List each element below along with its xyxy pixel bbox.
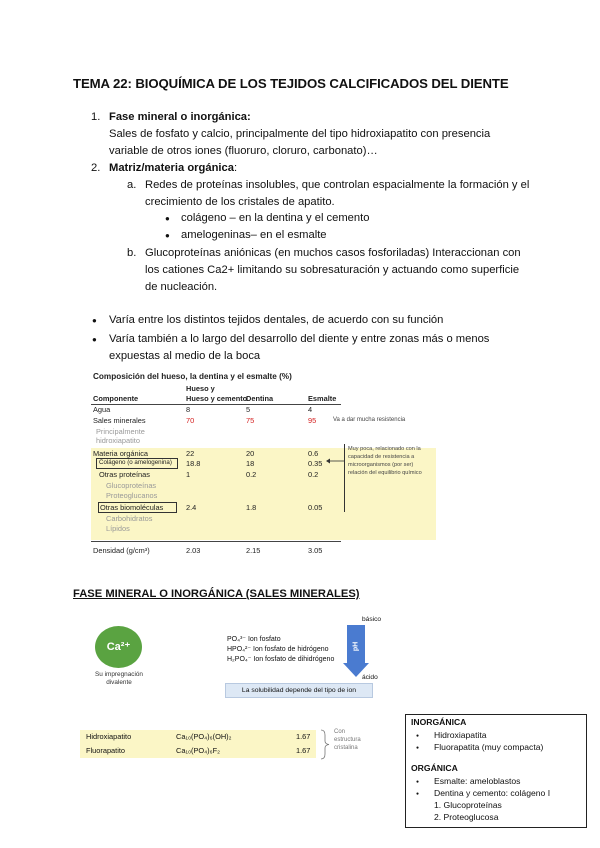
bullet-dot: ● xyxy=(92,335,97,344)
bullet-2-line2: expuestas al medio de la boca xyxy=(109,350,261,362)
ph-label: pH xyxy=(352,641,360,652)
inorganic-item-1: Hidroxiapatita xyxy=(434,730,487,740)
carbohidratos: Carbohidratos xyxy=(106,514,153,523)
row-densidad-esmalte: 3.05 xyxy=(308,546,323,555)
header-hueso: Hueso y cemento xyxy=(186,394,248,403)
section-title: FASE MINERAL O INORGÁNICA (SALES MINERALES) xyxy=(73,588,360,600)
item-b-line1: Glucoproteínas aniónicas (en muchos casos fosforiladas) Interaccionan con xyxy=(145,247,521,259)
bullet-2-line1: Varía también a lo largo del desarrollo del diente y entre zonas más o menos xyxy=(109,333,490,345)
apatite-formula-1: Ca₁₀(PO₄)₆(OH)₂ xyxy=(176,732,232,741)
row-sales-hueso: 70 xyxy=(186,416,195,425)
apatite-note-3: cristalina xyxy=(334,745,358,751)
row-otras-prot-dentina: 0.2 xyxy=(246,470,257,479)
note2-line2: capacidad de resistencia a xyxy=(348,454,415,460)
bullet-1: Varía entre los distintos tejidos dentales, de acuerdo con su función xyxy=(109,314,444,326)
organic-item-1: Esmalte: ameloblastos xyxy=(434,776,521,786)
row-colageno-esmalte: 0.35 xyxy=(308,459,323,468)
glucoproteinas: Glucoproteínas xyxy=(106,481,157,490)
lipidos: Lípidos xyxy=(106,524,130,533)
apatite-value-2: 1.67 xyxy=(296,746,311,755)
item2-heading xyxy=(109,160,237,177)
header-esmalte: Esmalte xyxy=(308,394,337,403)
bullet-dot: ● xyxy=(416,733,420,739)
row-otras-prot-hueso: 1 xyxy=(186,470,191,479)
sublist-letter-a: a. xyxy=(127,179,137,191)
bullet-dot: ● xyxy=(92,316,97,325)
table-divider xyxy=(91,541,341,542)
sublist-letter-b: b. xyxy=(127,247,137,259)
row-agua-dentina: 5 xyxy=(246,405,251,414)
apatite-name-2: Fluorapatito xyxy=(86,746,126,755)
proteoglucanos: Proteoglucanos xyxy=(106,491,158,500)
item2-heading-rest: : xyxy=(233,162,238,174)
row-agua-label: Agua xyxy=(93,405,111,414)
row-otras-prot-esmalte: 0.2 xyxy=(308,470,319,479)
organic-sub-2: 2. Proteoglucosa xyxy=(434,812,499,822)
row-agua-hueso: 8 xyxy=(186,405,191,414)
row-otras-bio-label: Otras biomoléculas xyxy=(100,503,164,512)
brace-icon xyxy=(319,729,331,760)
item-b-line3: de nucleación. xyxy=(145,281,218,293)
row-densidad-dentina: 2.15 xyxy=(246,546,261,555)
sales-sub2: hidroxiapatito xyxy=(96,436,140,445)
item1-line1: Sales de fosfato y calcio, principalmente del tipo hidroxiapatito con presencia xyxy=(109,128,491,140)
a-bullet-1: colágeno – en la dentina y el cemento xyxy=(181,212,370,224)
note-arrow-icon xyxy=(326,457,346,465)
row-densidad-hueso: 2.03 xyxy=(186,546,201,555)
row-colageno-dentina: 18 xyxy=(246,459,255,468)
ion-phosphate: PO₄³⁻ Ion fosfato xyxy=(227,636,281,643)
apatite-value-1: 1.67 xyxy=(296,732,311,741)
apatite-formula-2: Ca₁₀(PO₄)₆F₂ xyxy=(176,746,220,755)
organic-item-2: Dentina y cemento: colágeno I xyxy=(434,788,551,798)
bullet-dot: ● xyxy=(165,231,170,240)
row-materia-esmalte: 0.6 xyxy=(308,449,319,458)
table-divider xyxy=(91,404,341,405)
note2-line3: microorganismos (por ser) xyxy=(348,462,414,468)
item1-line2: variable de otros iones (fluoruro, cloruro, carbonato)… xyxy=(109,145,378,157)
apatite-name-1: Hidroxiapatito xyxy=(86,732,132,741)
header-componente: Componente xyxy=(93,394,139,403)
calcium-ion-label: Ca²⁺ xyxy=(106,641,131,653)
row-otras-bio-hueso: 2.4 xyxy=(186,503,197,512)
inorganic-item-2: Fluorapatita (muy compacta) xyxy=(434,742,544,752)
calcium-caption-1: Su impregnación xyxy=(95,671,143,678)
header-hueso-1: Hueso y xyxy=(186,384,215,393)
table-title: Composición del hueso, la dentina y el esmalte (%) xyxy=(93,372,292,381)
apatite-note-1: Con xyxy=(334,729,346,735)
list-number-2: 2. xyxy=(91,162,101,174)
note2-line1: Muy poca, relacionado con la xyxy=(348,446,421,452)
item2-heading-bold: Matriz/materia orgánica xyxy=(109,162,234,174)
apatite-note-2: estructura xyxy=(334,737,361,743)
item-a-line2: crecimiento de los cristales de apatito. xyxy=(145,196,335,208)
page-title: TEMA 22: BIOQUÍMICA DE LOS TEJIDOS CALCIFICADOS DEL DIENTE xyxy=(73,76,509,91)
organic-title: ORGÁNICA xyxy=(411,763,458,773)
row-colageno-hueso: 18.8 xyxy=(186,459,201,468)
row-densidad-label: Densidad (g/cm³) xyxy=(93,546,150,555)
row-colageno-label: Colágeno (o amelogenina) xyxy=(99,459,172,466)
bullet-dot: ● xyxy=(416,745,420,751)
bullet-dot: ● xyxy=(165,214,170,223)
row-sales-dentina: 75 xyxy=(246,416,255,425)
sales-sub1: Principalmente xyxy=(96,427,145,436)
a-bullet-2: amelogeninas– en el esmalte xyxy=(181,229,327,241)
bullet-dot: ● xyxy=(416,779,420,785)
sales-note: Va a dar mucha resistencia xyxy=(333,417,406,423)
item-b-line2: los cationes Ca2+ limitando su sobresaturación y actuando como superficie xyxy=(145,264,520,276)
item-a-line1: Redes de proteínas insolubles, que controlan espacialmente la formación y el xyxy=(145,179,530,191)
calcium-caption-2: divalente xyxy=(106,679,132,686)
item1-heading: Fase mineral o inorgánica: xyxy=(109,111,251,123)
bullet-dot: ● xyxy=(416,791,420,797)
ion-dihydrogen-phosphate: H₂PO₄⁻ Ion fosfato de dihidrógeno xyxy=(227,656,335,663)
row-otras-prot-label: Otras proteínas xyxy=(99,470,150,479)
note2-line4: relación del equilibrio químico xyxy=(348,470,422,476)
row-otras-bio-dentina: 1.8 xyxy=(246,503,257,512)
row-sales-label: Sales minerales xyxy=(93,416,146,425)
row-sales-esmalte: 95 xyxy=(308,416,317,425)
inorganic-title: INORGÁNICA xyxy=(411,717,467,727)
row-agua-esmalte: 4 xyxy=(308,405,313,414)
solubility-banner: La solubilidad depende del tipo de ion xyxy=(225,683,373,698)
organic-sub-1: 1. Glucoproteínas xyxy=(434,800,502,810)
header-dentina: Dentina xyxy=(246,394,274,403)
acid-label: ácido xyxy=(362,674,378,681)
row-materia-dentina: 20 xyxy=(246,449,255,458)
row-otras-bio-esmalte: 0.05 xyxy=(308,503,323,512)
basic-label: básico xyxy=(362,616,382,623)
row-materia-label: Materia orgánica xyxy=(93,449,149,458)
row-materia-hueso: 22 xyxy=(186,449,195,458)
list-number-1: 1. xyxy=(91,111,101,123)
note-bracket xyxy=(344,444,345,512)
ion-hydrogen-phosphate: HPO₄²⁻ Ion fosfato de hidrógeno xyxy=(227,646,329,653)
